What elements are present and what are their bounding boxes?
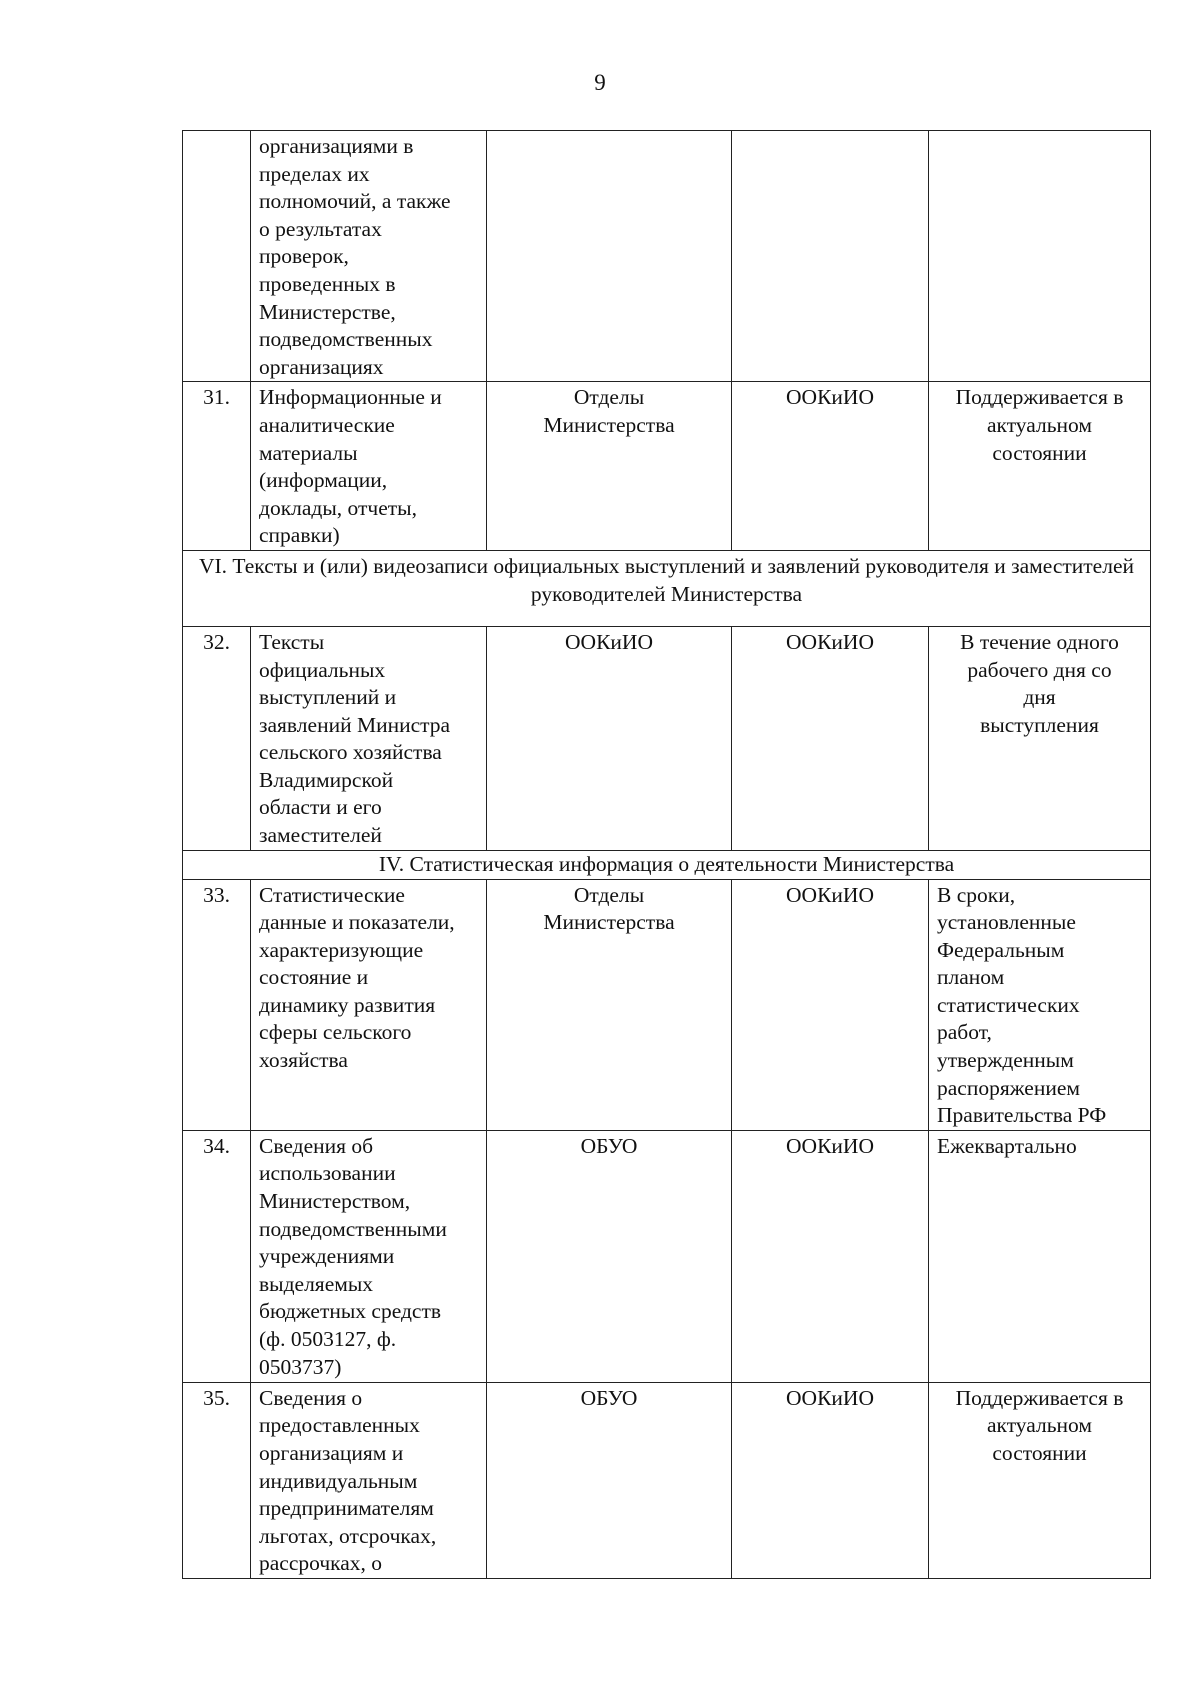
published-by: ООКиИО bbox=[732, 879, 929, 1130]
info-name: Тексты официальных выступлений и заявлений Министра сельского хозяйства Владимирской области и его заместителей bbox=[251, 626, 487, 850]
section-header-row bbox=[183, 550, 1151, 626]
term: Ежеквартально bbox=[929, 1130, 1151, 1382]
row-number bbox=[183, 131, 251, 382]
prepared-by bbox=[487, 131, 732, 382]
row-number: 33. bbox=[183, 879, 251, 1130]
row-number: 35. bbox=[183, 1382, 251, 1578]
table-row bbox=[183, 626, 1151, 850]
published-by: ООКиИО bbox=[732, 382, 929, 551]
published-by: ООКиИО bbox=[732, 1130, 929, 1382]
term bbox=[929, 131, 1151, 382]
prepared-by: ООКиИО bbox=[487, 626, 732, 850]
info-name: Информационные и аналитические материалы (информации, доклады, отчеты, справки) bbox=[251, 382, 487, 551]
term: В сроки, установленные Федеральным планом статистических работ, утвержденным распоряжением Правительства РФ bbox=[929, 879, 1151, 1130]
info-name: Статистические данные и показатели, характеризующие состояние и динамику развития сферы сельского хозяйства bbox=[251, 879, 487, 1130]
info-name: Сведения об использовании Министерством, подведомственными учреждениями выделяемых бюджетных средств (ф. 0503127, ф. 0503737) bbox=[251, 1130, 487, 1382]
publication-table bbox=[182, 130, 1151, 1579]
prepared-by: ОБУО bbox=[487, 1382, 732, 1578]
section-heading: IV. Статистическая информация о деятельности Министерства bbox=[183, 850, 1151, 879]
published-by bbox=[732, 131, 929, 382]
page-number: 9 bbox=[594, 70, 606, 95]
table-row bbox=[183, 1130, 1151, 1382]
row-number: 31. bbox=[183, 382, 251, 551]
section-heading: VI. Тексты и (или) видеозаписи официальных выступлений и заявлений руководителя и заместителей руководителей Министерства bbox=[183, 550, 1151, 626]
prepared-by: Отделы Министерства bbox=[487, 879, 732, 1130]
row-number: 34. bbox=[183, 1130, 251, 1382]
prepared-by: Отделы Министерства bbox=[487, 382, 732, 551]
table-row bbox=[183, 1382, 1151, 1578]
term: Поддерживается в актуальном состоянии bbox=[929, 1382, 1151, 1578]
info-name: Сведения о предоставленных организациям и индивидуальным предпринимателям льготах, отсрочках, рассрочках, о bbox=[251, 1382, 487, 1578]
section-header-row bbox=[183, 850, 1151, 879]
row-number: 32. bbox=[183, 626, 251, 850]
prepared-by: ОБУО bbox=[487, 1130, 732, 1382]
table-row bbox=[183, 131, 1151, 382]
published-by: ООКиИО bbox=[732, 1382, 929, 1578]
term: Поддерживается в актуальном состоянии bbox=[929, 382, 1151, 551]
table-row bbox=[183, 879, 1151, 1130]
published-by: ООКиИО bbox=[732, 626, 929, 850]
term: В течение одного рабочего дня со дня выступления bbox=[929, 626, 1151, 850]
table-row bbox=[183, 382, 1151, 551]
info-name: организациями в пределах их полномочий, а также о результатах проверок, проведенных в Министерстве, подведомственных организациях bbox=[251, 131, 487, 382]
